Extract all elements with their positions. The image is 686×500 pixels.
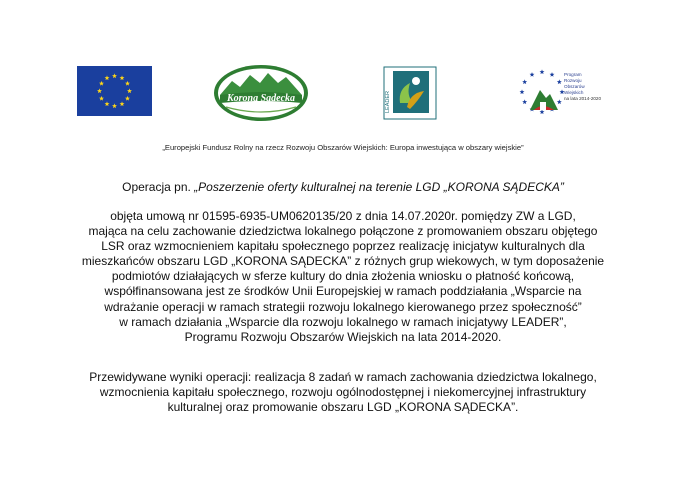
- results-line: wzmocnienia kapitału społecznego, rozwoju ogólnodostępnej i niekomercyjnej infrastruktury: [99, 385, 587, 400]
- star-icon: [520, 89, 525, 94]
- operation-title-name: „Poszerzenie oferty kulturalnej na terenie LGD „KORONA SĄDECKA”: [194, 180, 564, 194]
- prow-line-3: Obszarów: [564, 84, 585, 89]
- korona-sadecka-logo: [212, 63, 310, 123]
- results-line: Przewidywane wyniki operacji: realizacja 8 zadań w ramach zachowania dziedzictwa lokalnego,: [89, 370, 597, 384]
- description-line: mająca na celu zachowanie dziedzictwa lokalnego połączone z promowaniem obszaru objętego: [88, 224, 598, 239]
- logo-bar: [0, 58, 686, 128]
- leader-logo: [380, 63, 440, 123]
- star-icon: [540, 109, 545, 114]
- prow-years: na lata 2014-2020: [564, 96, 602, 101]
- star-icon: [557, 79, 562, 84]
- star-icon: [550, 72, 555, 77]
- description-line: mieszkańców obszaru LGD „KORONA SĄDECKA” z różnych grup wiekowych, w tym doposażenie: [81, 254, 605, 269]
- fund-tagline: „Europejski Fundusz Rolny na rzecz Rozwoju Obszarów Wiejskich: Europa inwestująca w obszary wiejskie”: [162, 143, 524, 152]
- star-icon: [557, 99, 562, 104]
- description-line: współfinansowana jest ze środków Unii Europejskiej w ramach poddziałania „Wsparcie na: [104, 284, 582, 299]
- operation-title: [0, 180, 686, 194]
- star-icon: [530, 72, 535, 77]
- star-icon: [522, 99, 527, 104]
- description-line: Programu Rozwoju Obszarów Wiejskich na lata 2014-2020.: [184, 329, 502, 344]
- description-line: w ramach działania „Wsparcie dla rozwoju lokalnego w ramach inicjatywy LEADER”,: [119, 314, 567, 329]
- description-line: wdrażanie operacji w ramach strategii rozwoju lokalnego kierowanego przez społeczność”: [104, 299, 582, 314]
- eu-flag-icon: [77, 66, 152, 116]
- operation-description: [0, 209, 686, 345]
- prow-line-2: Rozwoju: [564, 78, 582, 83]
- star-icon: [540, 69, 545, 74]
- leader-logo-text: LEADER: [385, 90, 391, 113]
- description-line: podmiotów działających w sferze kultury do dnia złożenia wniosku o płatność końcową,: [111, 269, 575, 284]
- prow-line-4: Wiejskich: [564, 90, 584, 95]
- operation-title-prefix: Operacja pn.: [122, 180, 195, 194]
- results-line: kulturalnej oraz promowanie obszaru LGD „KORONA SĄDECKA”.: [167, 400, 519, 415]
- description-line: LSR oraz wzmocnieniem kapitału społecznego poprzez realizację inicjatyw kulturalnych dla: [101, 239, 585, 254]
- expected-results: [0, 370, 686, 415]
- korona-logo-text: Korona Sądecka: [226, 93, 296, 104]
- prow-line-1: Program: [564, 72, 582, 77]
- description-line: objęta umową nr 01595-6935-UM0620135/20 z dnia 14.07.2020r. pomiędzy ZW a LGD,: [110, 209, 576, 223]
- prow-logo: [516, 64, 618, 124]
- star-icon: [522, 79, 527, 84]
